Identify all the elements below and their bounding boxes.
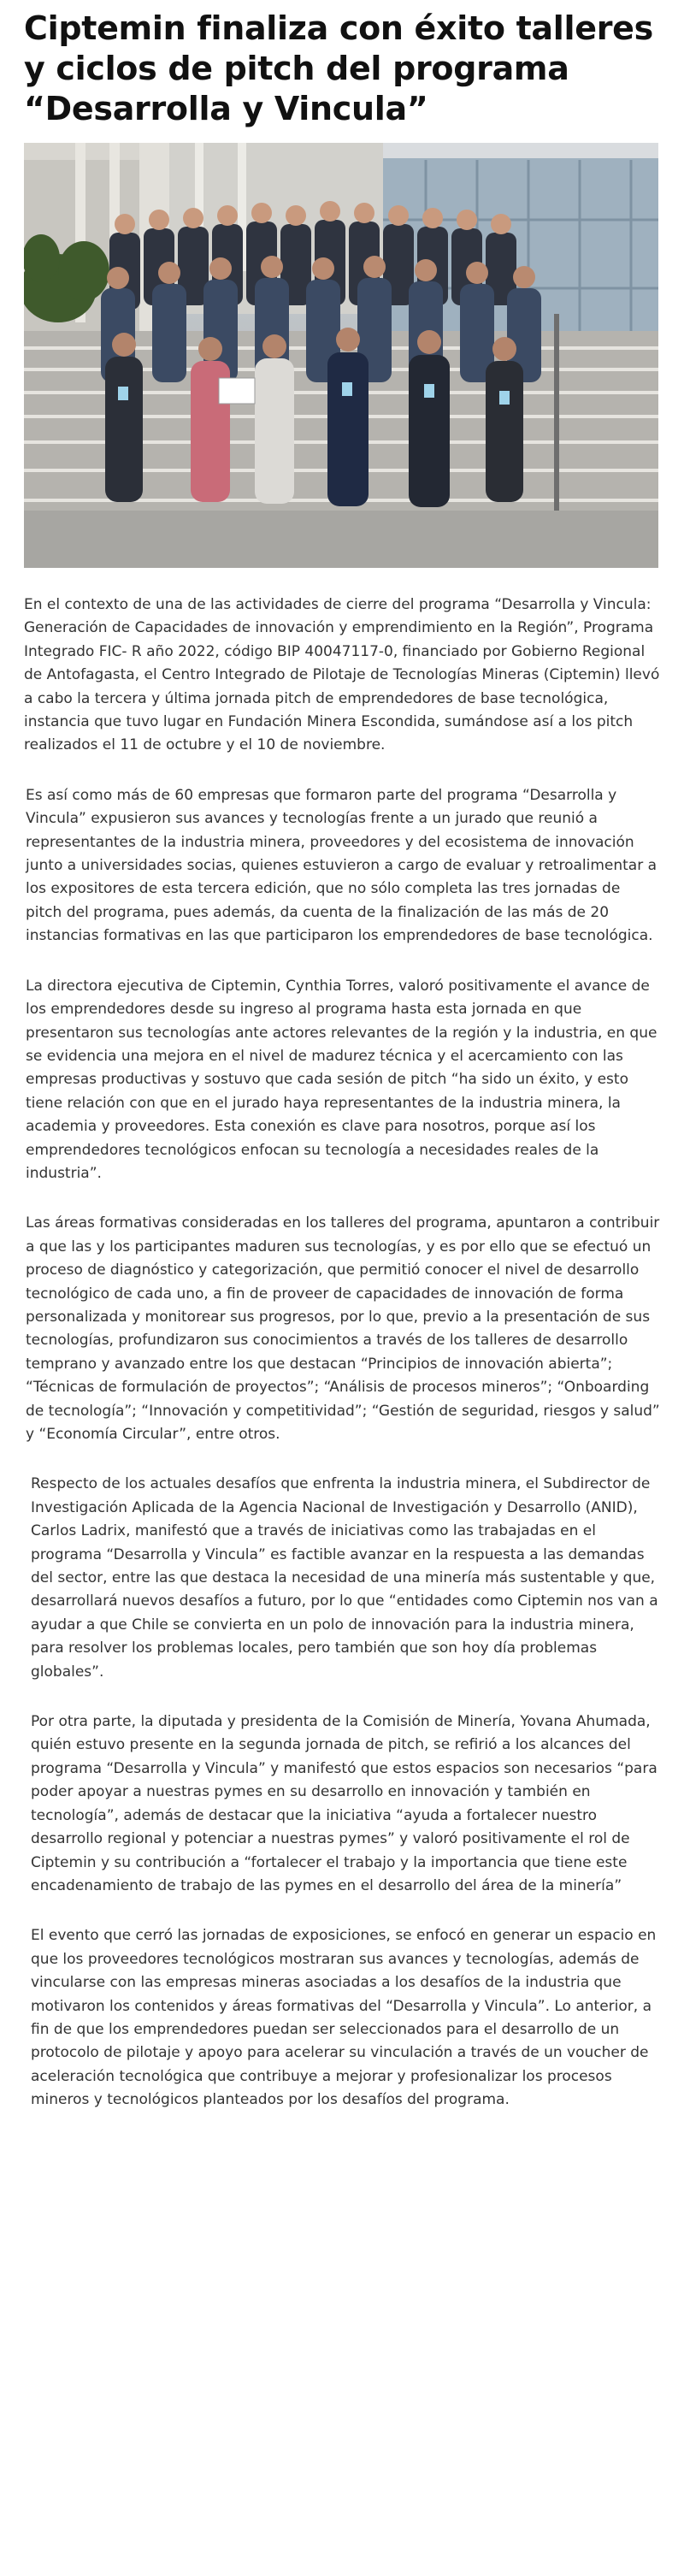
group-photo-illustration (24, 143, 658, 568)
group-photo (24, 143, 658, 568)
article-paragraph: Respecto de los actuales desafíos que enfrenta la industria minera, el Subdirector de Investigación Aplicada de la Agencia Nacional de Investigación y Desarrollo (ANID), Carlos Ladrix, manifestó que a través de iniciativas como las trabajadas en el programa “Desarrolla y Vincula” es factible avanzar en la respuesta a las demandas del sector, entre las que destaca la necesidad de una minería más sustentable y que, desarrollará nuevos desafíos a futuro, por lo que “entidades como Ciptemin nos van a ayudar a que Chile se convierta en un polo de innovación para la industria minera, para resolver los problemas locales, pero también que son hoy día problemas globales”. (31, 1475, 658, 1681)
article-paragraph: Las áreas formativas consideradas en los talleres del programa, apuntaron a contribuir a que las y los participantes maduren sus tecnologías, y es por ello que se efectuó un proceso de diagnóstico y categorización, que permitió conocer el nivel de desarrollo tecnológico de cada uno, a fin de proveer de capacidades de innovación de forma personalizada y monitorear sus progresos, por lo que, previo a la presentación de sus tecnologías, profundizaron sus conocimientos a través de los talleres de desarrollo temprano y avanzado entre los que destacan “Principios de innovación abierta”; “Técnicas de formulación de proyectos”; “Análisis de procesos mineros”; “Onboarding de tecnología”; “Innovación y competitividad”; “Gestión de seguridad, riesgos y salud” y “Economía Circular”, entre otros. (26, 1214, 660, 1443)
article-paragraph: Por otra parte, la diputada y presidenta de la Comisión de Minería, Yovana Ahumada, quién estuvo presente en la segunda jornada de pitch, se refirió a los alcances del programa “Desarrolla y Vincula” y manifestó que estos espacios son necesarios “para poder apoyar a nuestras pymes en su desarrollo en innovación y también en tecnología”, además de destacar que la iniciativa “ayuda a fortalecer nuestro desarrollo regional y potenciar a nuestras pymes” y valoró positivamente el rol de Ciptemin y su contribución a “fortalecer el trabajo y la importancia que tiene este encadenamiento de trabajo de las pymes en el desarrollo del área de la minería” (31, 1713, 657, 1894)
article-paragraph: En el contexto de una de las actividades de cierre del programa “Desarrolla y Vincula: Generación de Capacidades de innovación y emprendimiento en la Región”, Programa Integrado FIC- R año 2022, código BIP 40047117-0, financiado por Gobierno Regional de Antofagasta, el Centro Integrado de Pilotaje de Tecnologías Mineras (Ciptemin) llevó a cabo la tercera y última jornada pitch de emprendedores de base tecnológica, instancia que tuvo lugar en Fundación Minera Escondida, sumándose así a los pitch realizados el 11 de octubre y el 10 de noviembre. (24, 596, 660, 754)
article-paragraph: Es así como más de 60 empresas que formaron parte del programa “Desarrolla y Vincula” expusieron sus avances y tecnologías frente a un jurado que reunió a representantes de la industria minera, proveedores y del ecosistema de innovación junto a universidades socias, quienes estuvieron a cargo de evaluar y retroalimentar a los expositores de esta tercera edición, que no sólo completa las tres jornadas de pitch del programa, pues además, da cuenta de la finalización de las más de 20 instancias formativas en las que participaron los emprendedores de base tecnológica. (26, 786, 657, 945)
article-paragraph: La directora ejecutiva de Ciptemin, Cynthia Torres, valoró positivamente el avance de los emprendedores desde su ingreso al programa hasta esta jornada en que presentaron sus tecnologías ante actores relevantes de la región y la industria, en que se evidencia una mejora en el nivel de madurez técnica y el acercamiento con las empresas productivas y sostuvo que cada sesión de pitch “ha sido un éxito, y esto tiene relación con que en el jurado haya representantes de la industria minera, la academia y proveedores. Esta conexión es clave para nosotros, porque así los emprendedores tecnológicos enfocan su tecnología a necesidades reales de la industria”. (26, 977, 657, 1182)
article-paragraph: El evento que cerró las jornadas de exposiciones, se enfocó en generar un espacio en que los proveedores tecnológicos mostraran sus avances y tecnologías, además de vincularse con las empresas mineras asociadas a los desafíos de la industria que motivaron los contenidos y áreas formativas del “Desarrolla y Vincula”. Lo anterior, a fin de que los emprendedores puedan ser seleccionados para el desarrollo de un protocolo de pilotaje y apoyo para acelerar su vinculación a través de un voucher de aceleración tecnológica que contribuye a mejorar y profesionalizar los procesos mineros y tecnológicos planteados por los desafíos del programa. (31, 1927, 657, 2109)
article-title: Ciptemin finaliza con éxito talleres y ciclos de pitch del programa “Desarrolla y Vincula” (24, 9, 653, 127)
article-body (0, 568, 684, 2112)
